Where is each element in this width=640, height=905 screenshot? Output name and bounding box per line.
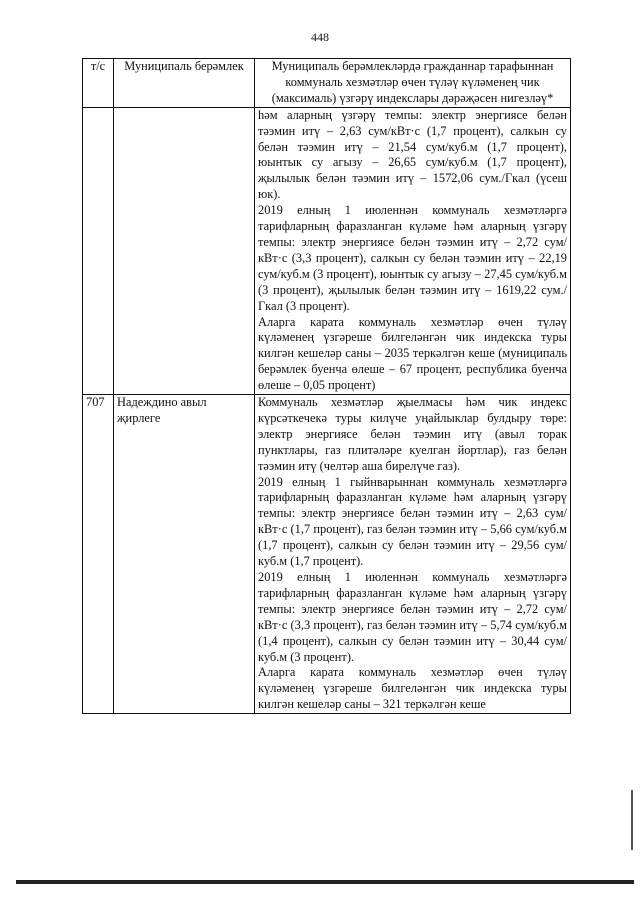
row-description bbox=[255, 395, 571, 714]
header-basis: Муниципаль берәмлекләрдә гражданнар тарафыннан коммуналь хезмәтләр өчен түләү күләменең чик (максималь) үзгәрү индекслары дәрәҗәсен нигезләү* bbox=[255, 59, 571, 108]
scan-edge-mark bbox=[631, 790, 633, 850]
table-row bbox=[83, 395, 571, 714]
description-paragraph: Коммуналь хезмәтләр җыелмасы һәм чик индекс күрсәткечекә туры килүче уңайлыклар булдыру төре: электр энергиясе белән тәэмин итү (авыл торак пунктлары, газ плитәләре куелган йортлар), газ белән тәэмин итү (челтәр аша бирелүче газ). bbox=[258, 395, 567, 473]
scan-bottom-line bbox=[16, 880, 634, 884]
page-number: 448 bbox=[311, 30, 329, 44]
header-number: т/с bbox=[83, 59, 114, 108]
description-paragraph: 2019 елның 1 июленнән коммуналь хезмәтләргә тарифларның фаразланган күләме һәм аларның үзгәрү темпы: электр энергиясе белән тәэмин итү – 2,72 сум/кВт·с (3,3 процент), салкын су белән тәэмин итү – 22,19 сум/куб.м (3 процент), юынтык су агызу – 27,45 сум/куб.м (3 процент), җылылык белән тәэмин итү – 1619,22 сум./Гкал (3 процент). bbox=[258, 203, 567, 313]
description-paragraph: 2019 елның 1 июленнән коммуналь хезмәтләргә тарифларның фаразланган күләме һәм аларның үзгәрү темпы: электр энергиясе белән тәэмин итү – 2,72 сум/кВт·с (3,3 процент), газ белән тәэмин итү – 5,74 сум/куб.м (1,4 процент), салкын су белән тәэмин итү – 30,44 сум/куб.м (3 процент). bbox=[258, 570, 567, 664]
header-municipality: Муниципаль берәмлек bbox=[114, 59, 255, 108]
row-number: 707 bbox=[83, 395, 114, 714]
row-description bbox=[255, 107, 571, 394]
row-number bbox=[83, 107, 114, 394]
description-paragraph: һәм аларның үзгәрү темпы: электр энергиясе белән тәэмин итү – 2,63 сум/кВт·с (1,7 процент), салкын су белән тәэмин итү – 21,54 сум/куб.м (1,7 процент), юынтык су агызу – 26,65 сум/куб.м (1,7 процент), җылылык белән тәэмин итү – 1572,06 сум./Гкал (үсеш юк). bbox=[258, 107, 567, 202]
table-row bbox=[83, 107, 571, 394]
row-municipality bbox=[114, 107, 255, 394]
row-municipality: Надеждино авыл җирлеге bbox=[114, 395, 255, 714]
table-header-row bbox=[83, 59, 571, 108]
description-paragraph: 2019 елның 1 гыйнварыннан коммуналь хезмәтләргә тарифларның фаразланган күләме һәм аларның үзгәрү темпы: электр энергиясе белән тәэмин итү – 2,63 сум/кВт·с (1,7 процент), газ белән тәэмин итү – 5,66 сум/куб.м (1,7 процент), салкын су белән тәэмин итү – 29,56 сум/куб.м (1,7 процент). bbox=[258, 474, 567, 569]
description-paragraph: Аларга карата коммуналь хезмәтләр өчен түләү күләменең үзгәреше билгеләнгән чик индекска туры килгән кешеләр саны – 2035 теркәлгән кеше (муниципаль берәмлек буенча өлеше – 67 процент, республика буенча өлеше – 0,05 процент) bbox=[258, 314, 567, 393]
description-paragraph: Аларга карата коммуналь хезмәтләр өчен түләү күләменең үзгәреше билгеләнгән чик индекска туры килгән кешеләр саны – 321 теркәлгән кеше bbox=[258, 665, 567, 712]
tariff-index-table bbox=[82, 58, 571, 714]
